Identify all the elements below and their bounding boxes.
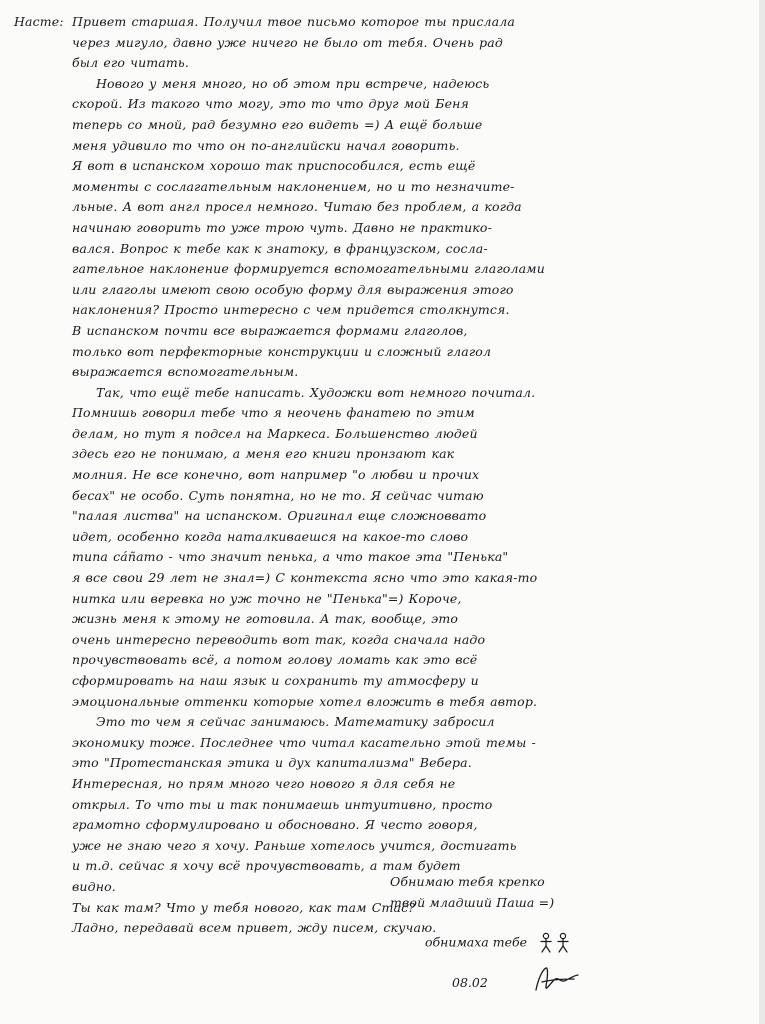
letter-line: видно.	[72, 878, 116, 894]
letter-line: экономику тоже. Последнее что читал касательно этой темы -	[72, 734, 536, 750]
letter-line: Интересная, но прям много чего нового я для себя не	[72, 775, 456, 791]
addressee: Насте:	[14, 14, 64, 29]
letter-line: теперь со мной, рад безумно его видеть =) А ещё больше	[72, 116, 483, 132]
letter-line: типа cáñamo - что значит пенька, а что такое эта "Пенька"	[72, 549, 509, 565]
letter-line: нитка или веревка но уж точно не "Пенька"=) Короче,	[72, 590, 462, 606]
letter-line: "палая листва" на испанском. Оригинал еще сложноввато	[72, 508, 487, 524]
letter-line: бесах" не особо. Суть понятна, но не то. Я сейчас читаю	[72, 487, 484, 503]
letter-line: Это то чем я сейчас занимаюсь. Математику забросил	[96, 714, 495, 730]
letter-line: Ладно, передавай всем привет, жду писем, скучаю.	[72, 920, 437, 936]
letter-line: Я вот в испанском хорошо так приспособился, есть ещё	[72, 158, 476, 174]
stick-figures-icon	[537, 932, 573, 954]
letter-line: вался. Вопрос к тебе как к знатоку, в французском, сосла-	[72, 240, 488, 256]
letter-line: гательное наклонение формируется вспомогательными глаголами	[72, 261, 545, 277]
letter-line: через мигуло, давно уже ничего не было от тебя. Очень рад	[72, 34, 503, 50]
letter-line: прочувствовать всё, а потом голову ломать как это всё	[72, 652, 478, 668]
letter-line: только вот перфекторные конструкции и сложный глагол	[72, 343, 492, 359]
letter-line: скорой. Из такого что могу, это то что друг мой Беня	[72, 96, 469, 112]
letter-line: грамотно сформулировано и обосновано. Я често говоря,	[72, 817, 478, 833]
signoff-line: твой младший Паша =)	[390, 894, 555, 910]
hugs-line	[425, 932, 573, 954]
letter-line: моменты с сослагательным наклонением, но и то незначите-	[72, 178, 515, 194]
letter-line: очень интересно переводить вот так, когда сначала надо	[72, 631, 486, 647]
letter-line: делам, но тут я подсел на Маркеса. Большенство людей	[72, 425, 478, 441]
letter-line: был его читать.	[72, 55, 189, 71]
letter-line: Так, что ещё тебе написать. Художки вот немного почитал.	[96, 384, 536, 400]
letter-line: льные. А вот англ просел немного. Читаю без проблем, а когда	[72, 199, 522, 215]
letter-line: жизнь меня к этому не готовила. А так, вообще, это	[72, 611, 459, 627]
letter-line-text: Привет старшая. Получил твое письмо которое ты прислала	[72, 14, 515, 29]
letter-line: я все свои 29 лет не знал=) С контекста ясно что это какая-то	[72, 570, 538, 586]
letter-line: открыл. То что ты и так понимаешь интуитивно, просто	[72, 796, 493, 812]
letter-line: сформировать на наш язык и сохранить ту атмосферу и	[72, 673, 479, 688]
closing-block	[390, 872, 690, 913]
letter-line: наклонения? Просто интересно с чем придется столкнутся.	[72, 302, 510, 318]
paper-edge	[759, 0, 765, 1024]
closing-line: Обнимаю тебя крепко	[390, 874, 545, 889]
letter-line: и т.д. сейчас я хочу всё прочувствовать, а там будет	[72, 858, 461, 874]
letter-line: Нового у меня много, но об этом при встрече, надеюсь	[96, 75, 490, 91]
letter-line: это "Протестанская этика и дух капитализма" Вебера.	[72, 755, 472, 771]
letter-body	[14, 12, 740, 939]
letter-line	[14, 12, 740, 33]
hugs-text: обнимаха тебе	[425, 934, 528, 950]
letter-line: идет, особенно когда наталкиваешся на какое-то слово	[72, 528, 469, 544]
letter-line: начинаю говорить то уже трою чуть. Давно не практико-	[72, 219, 492, 235]
letter-line: Ты как там? Что у тебя нового, как там Стас?	[72, 899, 416, 915]
letter-line: эмоциональные оттенки которые хотел вложить в тебя автор.	[72, 693, 538, 709]
letter-line: Помнишь говорил тебе что я неочень фанатею по этим	[72, 405, 475, 421]
letter-line: меня удивило то что он по-английски начал говорить.	[72, 137, 460, 153]
letter-line: выражается вспомогательным.	[72, 364, 299, 380]
letter-line: здесь его не понимаю, а меня его книги пронзают как	[72, 446, 455, 462]
letter-line: В испанском почти все выражается формами глаголов,	[72, 322, 468, 338]
signature-icon	[530, 962, 586, 998]
letter-line: уже не знаю чего я хочу. Раньше хотелось учится, достигать	[72, 837, 517, 853]
letter-date: 08.02	[452, 975, 488, 990]
letter-line: молния. Не все конечно, вот например "о любви и прочих	[72, 467, 480, 483]
letter-line: или глаголы имеют свою особую форму для выражения этого	[72, 281, 514, 297]
